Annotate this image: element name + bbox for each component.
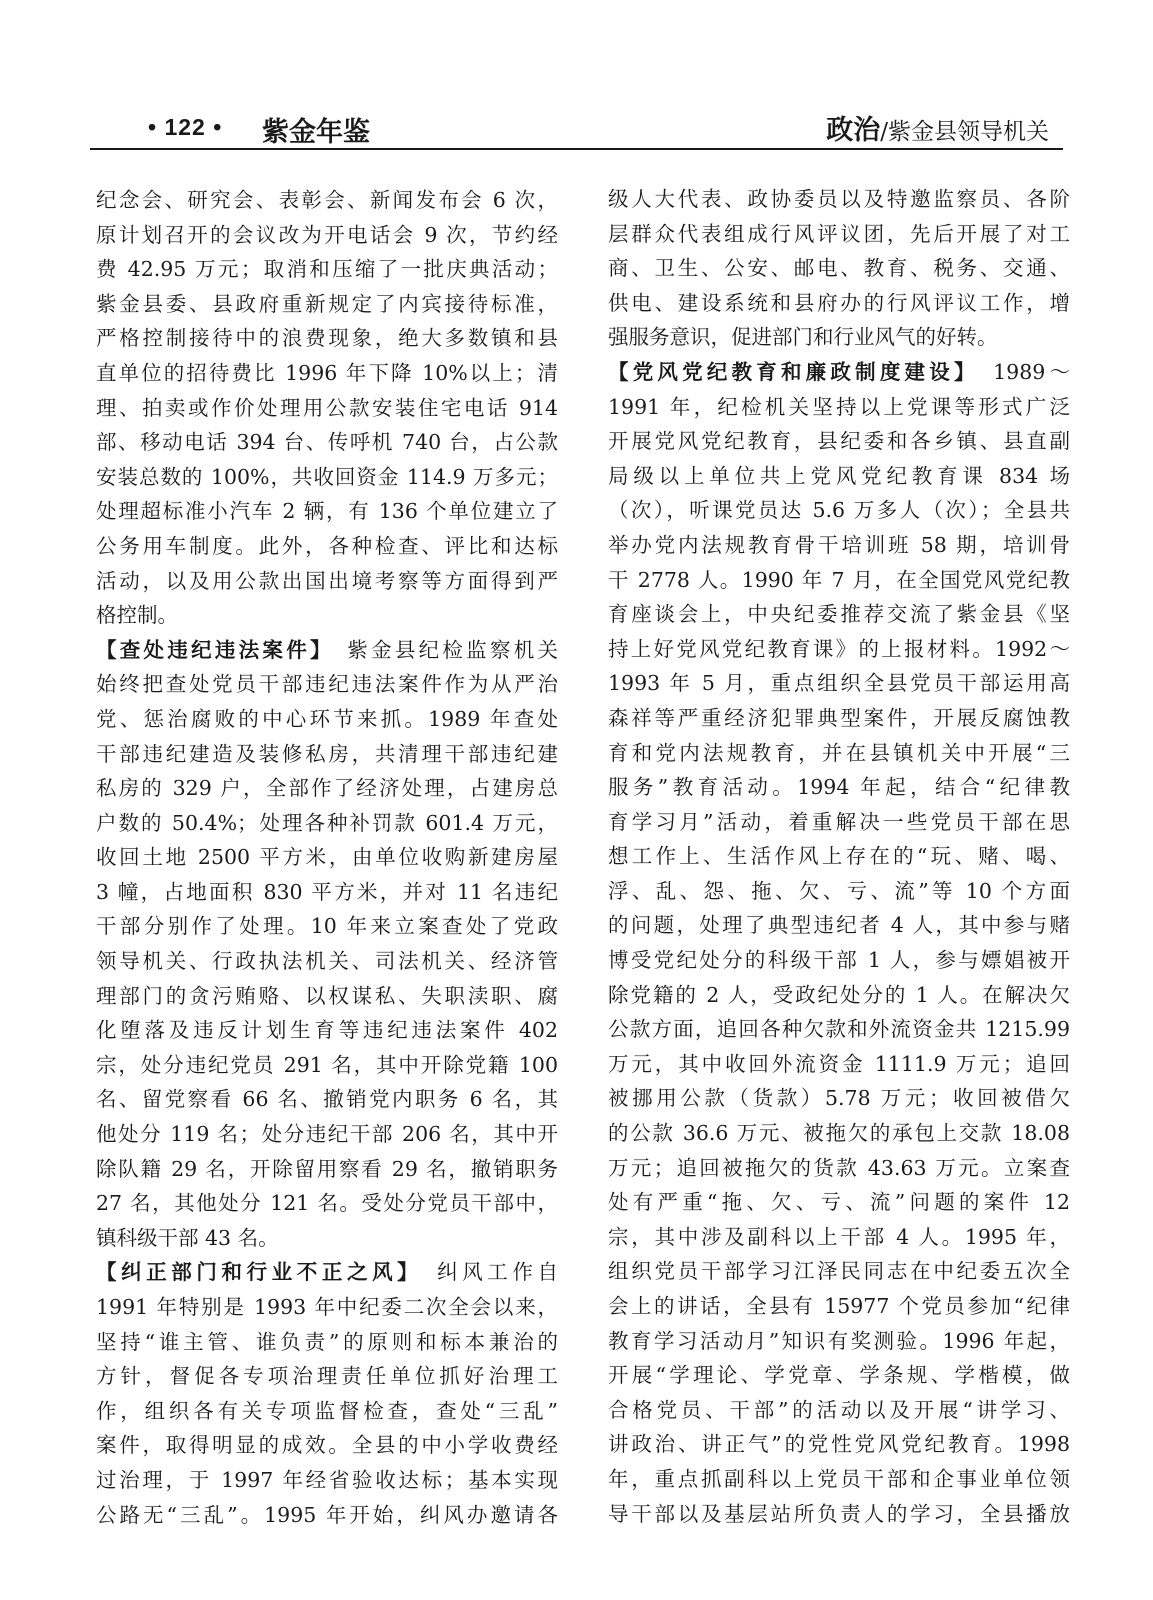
text-line bbox=[608, 493, 1070, 528]
text-line bbox=[96, 425, 558, 460]
text-line bbox=[608, 805, 1070, 840]
line-text: 严格控制接待中的浪费现象，绝大多数镇和县 bbox=[96, 326, 558, 351]
line-text: 育学习月”活动，着重解决一些党员干部在思 bbox=[608, 809, 1070, 834]
line-text: 育和党内法规教育，并在县镇机关中开展“三 bbox=[608, 740, 1070, 765]
line-text: 1991 年，纪检机关坚持以上党课等形式广泛 bbox=[608, 394, 1070, 419]
text-line bbox=[608, 1427, 1070, 1462]
line-text: 举办党内法规教育骨干培训班 58 期，培训骨 bbox=[608, 532, 1070, 557]
text-line bbox=[608, 839, 1070, 874]
line-text: 党、惩治腐败的中心环节来抓。1989 年查处 bbox=[96, 706, 558, 731]
line-text: 理部门的贪污贿赂、以权谋私、失职渎职、腐 bbox=[96, 983, 558, 1008]
text-line bbox=[608, 701, 1070, 736]
text-line bbox=[608, 1289, 1070, 1324]
right-text-column bbox=[608, 182, 1070, 1531]
text-line bbox=[96, 1290, 558, 1325]
text-line bbox=[96, 598, 558, 633]
text-line bbox=[608, 1324, 1070, 1359]
line-text: 处理超标准小汽车 2 辆，有 136 个单位建立了 bbox=[96, 499, 558, 524]
line-text: 处有严重“拖、欠、亏、流”问题的案件 12 bbox=[608, 1190, 1070, 1215]
line-text: 紫金县委、县政府重新规定了内宾接待标准， bbox=[96, 291, 558, 316]
line-text: 宗，处分违纪党员 291 名，其中开除党籍 100 bbox=[96, 1052, 558, 1077]
line-text: 万元，其中收回外流资金 1111.9 万元；追回 bbox=[608, 1051, 1070, 1076]
line-text: 理、拍卖或作价处理用公款安装住宅电话 914 bbox=[96, 395, 558, 420]
text-line bbox=[608, 1081, 1070, 1116]
line-text: 会上的讲话，全县有 15977 个党员参加“纪律 bbox=[608, 1294, 1070, 1318]
line-text: 格控制。 bbox=[96, 603, 178, 628]
text-line bbox=[608, 459, 1070, 494]
text-line bbox=[96, 1186, 558, 1221]
line-text: 除队籍 29 名，开除留用察看 29 名，撤销职务 bbox=[96, 1156, 558, 1181]
page-number: • 122 • bbox=[148, 114, 223, 140]
line-text: 3 幢，占地面积 830 平方米，并对 11 名违纪 bbox=[96, 879, 558, 904]
line-text: 纠风工作自 bbox=[412, 1260, 559, 1285]
line-text: 万元；追回被拖欠的货款 43.63 万元。立案查 bbox=[608, 1155, 1070, 1180]
text-line bbox=[96, 1221, 558, 1256]
line-text: 公务用车制度。此外，各种检查、评比和达标 bbox=[96, 533, 558, 558]
text-line bbox=[96, 287, 558, 322]
text-line bbox=[96, 1013, 558, 1048]
text-line bbox=[96, 1498, 558, 1533]
line-text: 组织党员干部学习江泽民同志在中纪委五次全 bbox=[608, 1259, 1070, 1284]
line-text: 合格党员、干部”的活动以及开展“讲学习、 bbox=[608, 1397, 1070, 1422]
left-text-column bbox=[96, 183, 558, 1532]
text-line bbox=[608, 424, 1070, 459]
text-line bbox=[608, 632, 1070, 667]
book-title: 紫金年鉴 bbox=[262, 117, 370, 148]
text-line bbox=[608, 1185, 1070, 1220]
text-line bbox=[608, 1116, 1070, 1151]
section-subtitle: /紫金县领导机关 bbox=[880, 119, 1049, 145]
line-text: （次），听课党员达 5.6 万多人（次）；全县共 bbox=[608, 498, 1070, 523]
text-line bbox=[608, 355, 1070, 390]
line-text: 作，组织各有关专项监督检查，查处“三乱” bbox=[96, 1398, 558, 1423]
text-line bbox=[96, 633, 558, 668]
text-line bbox=[96, 529, 558, 564]
line-text: 除党籍的 2 人，受政纪处分的 1 人。在解决欠 bbox=[608, 982, 1070, 1007]
text-line bbox=[96, 252, 558, 287]
section-heading: 【党风党纪教育和廉政制度建设】 bbox=[608, 359, 969, 384]
text-line bbox=[608, 666, 1070, 701]
line-text: 原计划召开的会议改为开电话会 9 次，节约经 bbox=[96, 222, 558, 247]
section-heading: 【查处违纪违法案件】 bbox=[96, 637, 324, 662]
line-text: 被挪用公款（货款）5.78 万元；收回被借欠 bbox=[608, 1086, 1070, 1111]
text-line bbox=[608, 1151, 1070, 1186]
line-text: 持上好党风党纪教育课》的上报材料。1992～ bbox=[608, 636, 1070, 661]
line-text: 开展党风党纪教育，县纪委和各乡镇、县直副 bbox=[608, 429, 1070, 454]
line-text: 费 42.95 万元；取消和压缩了一批庆典活动； bbox=[96, 257, 558, 282]
line-text: 27 名，其他处分 121 名。受处分党员干部中， bbox=[96, 1191, 558, 1216]
text-line bbox=[608, 1254, 1070, 1289]
text-line bbox=[96, 667, 558, 702]
line-text: 干部分别作了处理。10 年来立案查处了党政 bbox=[96, 914, 558, 939]
line-text: 干部违纪建造及装修私房，共清理干部违纪建 bbox=[96, 741, 558, 766]
text-line bbox=[96, 1428, 558, 1463]
text-line bbox=[608, 1220, 1070, 1255]
line-text: 他处分 119 名；处分违纪干部 206 名，其中开 bbox=[96, 1122, 558, 1147]
line-text: 公路无“三乱”。1995 年开始，纠风办邀请各 bbox=[96, 1502, 558, 1527]
line-text: 强服务意识，促进部门和行业风气的好转。 bbox=[608, 325, 998, 350]
line-text: 森祥等严重经济犯罪典型案件，开展反腐蚀教 bbox=[608, 705, 1070, 730]
text-line bbox=[96, 979, 558, 1014]
line-text: 层群众代表组成行风评议团，先后开展了对工 bbox=[608, 221, 1070, 246]
line-text: 户数的 50.4%；处理各种补罚款 601.4 万元， bbox=[96, 810, 558, 835]
text-line bbox=[608, 770, 1070, 805]
text-line bbox=[608, 1358, 1070, 1393]
line-text: 年，重点抓副科以上党员干部和企事业单位领 bbox=[608, 1466, 1070, 1491]
line-text: 公款方面，追回各种欠款和外流资金共 1215.99 bbox=[608, 1017, 1070, 1042]
text-line bbox=[608, 736, 1070, 771]
line-text: 直单位的招待费比 1996 年下降 10%以上；清 bbox=[96, 360, 558, 385]
text-line bbox=[96, 875, 558, 910]
text-line bbox=[96, 909, 558, 944]
line-text: 活动，以及用公款出国出境考察等方面得到严 bbox=[96, 568, 558, 593]
text-line bbox=[608, 978, 1070, 1013]
line-text: 宗，其中涉及副科以上干部 4 人。1995 年， bbox=[608, 1224, 1070, 1249]
line-text: 1993 年 5 月，重点组织全县党员干部运用高 bbox=[608, 671, 1070, 696]
text-line bbox=[96, 1359, 558, 1394]
text-line bbox=[96, 1048, 558, 1083]
text-line bbox=[608, 1393, 1070, 1428]
line-text: 过治理，于 1997 年经省验收达标；基本实现 bbox=[96, 1467, 558, 1492]
line-text: 教育学习活动月”知识有奖测验。1996 年起， bbox=[608, 1328, 1070, 1353]
text-line bbox=[96, 1117, 558, 1152]
text-line bbox=[96, 944, 558, 979]
line-text: 浮、乱、怨、拖、欠、亏、流”等 10 个方面 bbox=[608, 878, 1070, 903]
text-line bbox=[608, 563, 1070, 598]
text-line bbox=[608, 528, 1070, 563]
text-line bbox=[608, 390, 1070, 425]
text-line bbox=[96, 1463, 558, 1498]
text-line bbox=[608, 320, 1070, 355]
section-title bbox=[826, 108, 1049, 147]
line-text: 服务”教育活动。1994 年起，结合“纪律教 bbox=[608, 775, 1070, 800]
text-line bbox=[608, 1497, 1070, 1532]
line-text: 镇科级干部 43 名。 bbox=[96, 1225, 279, 1250]
text-line bbox=[608, 217, 1070, 252]
line-text: 供电、建设系统和县府办的行风评议工作，增 bbox=[608, 290, 1070, 315]
line-text: 化堕落及违反计划生育等违纪违法案件 402 bbox=[96, 1018, 558, 1043]
text-line bbox=[96, 460, 558, 495]
section-main-title: 政治 bbox=[826, 115, 881, 146]
line-text: 名、留党察看 66 名、撤销党内职务 6 名，其 bbox=[96, 1087, 558, 1112]
line-text: 始终把查处党员干部违纪违法案件作为从严治 bbox=[96, 672, 558, 697]
text-line bbox=[608, 1462, 1070, 1497]
line-text: 部、移动电话 394 台、传呼机 740 台，占公款 bbox=[96, 430, 558, 455]
text-line bbox=[608, 874, 1070, 909]
text-line bbox=[96, 737, 558, 772]
line-text: 开展“学理论、学党章、学条规、学楷模，做 bbox=[608, 1363, 1070, 1388]
line-text: 紫金县纪检监察机关 bbox=[323, 637, 559, 662]
text-line bbox=[96, 1152, 558, 1187]
line-text: 级人大代表、政协委员以及特邀监察员、各阶 bbox=[608, 187, 1070, 211]
line-text: 的问题，处理了典型违纪者 4 人，其中参与赌 bbox=[608, 913, 1070, 938]
line-text: 讲政治、讲正气”的党性党风党纪教育。1998 bbox=[608, 1432, 1070, 1457]
text-line bbox=[96, 564, 558, 599]
line-text: 导干部以及基层站所负责人的学习，全县播放 bbox=[608, 1501, 1070, 1526]
text-line bbox=[608, 182, 1070, 217]
text-line bbox=[96, 806, 558, 841]
line-text: 安装总数的 100%，共收回资金 114.9 万多元； bbox=[96, 464, 558, 489]
text-line bbox=[96, 1082, 558, 1117]
line-text: 坚持“谁主管、谁负责”的原则和标本兼治的 bbox=[96, 1329, 558, 1354]
text-line bbox=[608, 908, 1070, 943]
line-text: 育座谈会上，中央纪委推荐交流了紫金县《坚 bbox=[608, 602, 1070, 627]
line-text: 干 2778 人。1990 年 7 月，在全国党风党纪教 bbox=[608, 567, 1070, 592]
text-line bbox=[96, 391, 558, 426]
line-text: 1989～ bbox=[968, 359, 1070, 384]
line-text: 领导机关、行政执法机关、司法机关、经济管 bbox=[96, 949, 558, 974]
line-text: 案件，取得明显的成效。全县的中小学收费经 bbox=[96, 1433, 558, 1458]
text-line bbox=[608, 1047, 1070, 1082]
line-text: 1991 年特别是 1993 年中纪委二次全会以来， bbox=[96, 1295, 558, 1319]
text-line bbox=[96, 218, 558, 253]
line-text: 博受党纪处分的科级干部 1 人，参与嫖娼被开 bbox=[608, 948, 1070, 973]
text-line bbox=[96, 183, 558, 218]
line-text: 私房的 329 户，全部作了经济处理，占建房总 bbox=[96, 776, 558, 801]
line-text: 纪念会、研究会、表彰会、新闻发布会 6 次， bbox=[96, 188, 558, 212]
line-text: 局级以上单位共上党风党纪教育课 834 场 bbox=[608, 463, 1070, 488]
text-line bbox=[96, 356, 558, 391]
text-line bbox=[608, 1012, 1070, 1047]
text-line bbox=[608, 597, 1070, 632]
text-line bbox=[608, 286, 1070, 321]
line-text: 想工作上、生活作风上存在的“玩、赌、喝、 bbox=[608, 844, 1070, 869]
text-line bbox=[96, 771, 558, 806]
line-text: 的公款 36.6 万元、被拖欠的承包上交款 18.08 bbox=[608, 1121, 1070, 1146]
text-line bbox=[96, 494, 558, 529]
page-header bbox=[90, 104, 1063, 150]
text-line bbox=[96, 702, 558, 737]
text-line bbox=[96, 1255, 558, 1290]
line-text: 商、卫生、公安、邮电、教育、税务、交通、 bbox=[608, 256, 1070, 281]
section-heading: 【纠正部门和行业不正之风】 bbox=[96, 1260, 413, 1285]
text-line bbox=[96, 840, 558, 875]
text-line bbox=[96, 1325, 558, 1360]
text-line bbox=[608, 251, 1070, 286]
line-text: 方针，督促各专项治理责任单位抓好治理工 bbox=[96, 1364, 558, 1389]
text-line bbox=[96, 1394, 558, 1429]
text-line bbox=[96, 321, 558, 356]
text-line bbox=[608, 943, 1070, 978]
line-text: 收回土地 2500 平方米，由单位收购新建房屋 bbox=[96, 845, 558, 870]
